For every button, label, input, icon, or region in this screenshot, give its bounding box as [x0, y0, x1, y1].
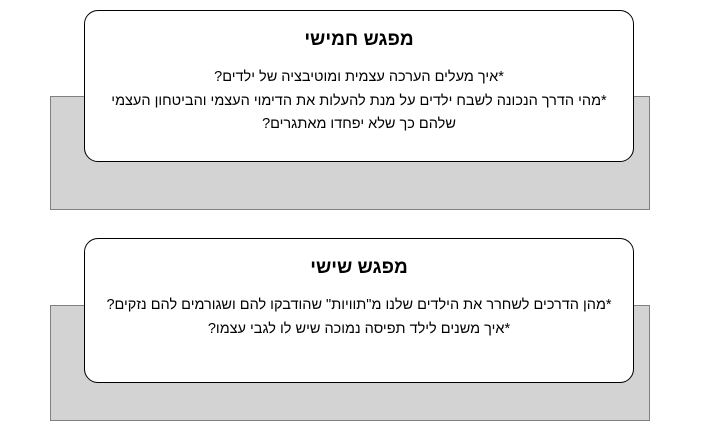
section-title-2: מפגש שישי — [310, 257, 408, 278]
section-card-2 — [84, 238, 634, 383]
section-2-line-1: *מהן הדרכים לשחרר את הילדים שלנו מ"תוויות" שהודבקו להם ושגורמים להם נזקים? — [106, 296, 612, 313]
section-1-line-1: *איך מעלים הערכה עצמית ומוטיבציה של ילדים? — [214, 68, 504, 85]
section-body-2 — [103, 294, 615, 341]
section-2-line-2: *איך משנים לילד תפיסה נמוכה שיש לו לגבי עצמו? — [207, 321, 511, 338]
section-card-1 — [84, 10, 634, 162]
section-1-line-2: *מהי הדרך הנכונה לשבח ילדים על מנת להעלות את הדימוי העצמי והביטחון העצמי שלהם כך שלא יפחדו מאתגרים? — [111, 93, 607, 132]
section-title-1: מפגש חמישי — [304, 29, 414, 50]
section-body-1 — [103, 66, 615, 135]
